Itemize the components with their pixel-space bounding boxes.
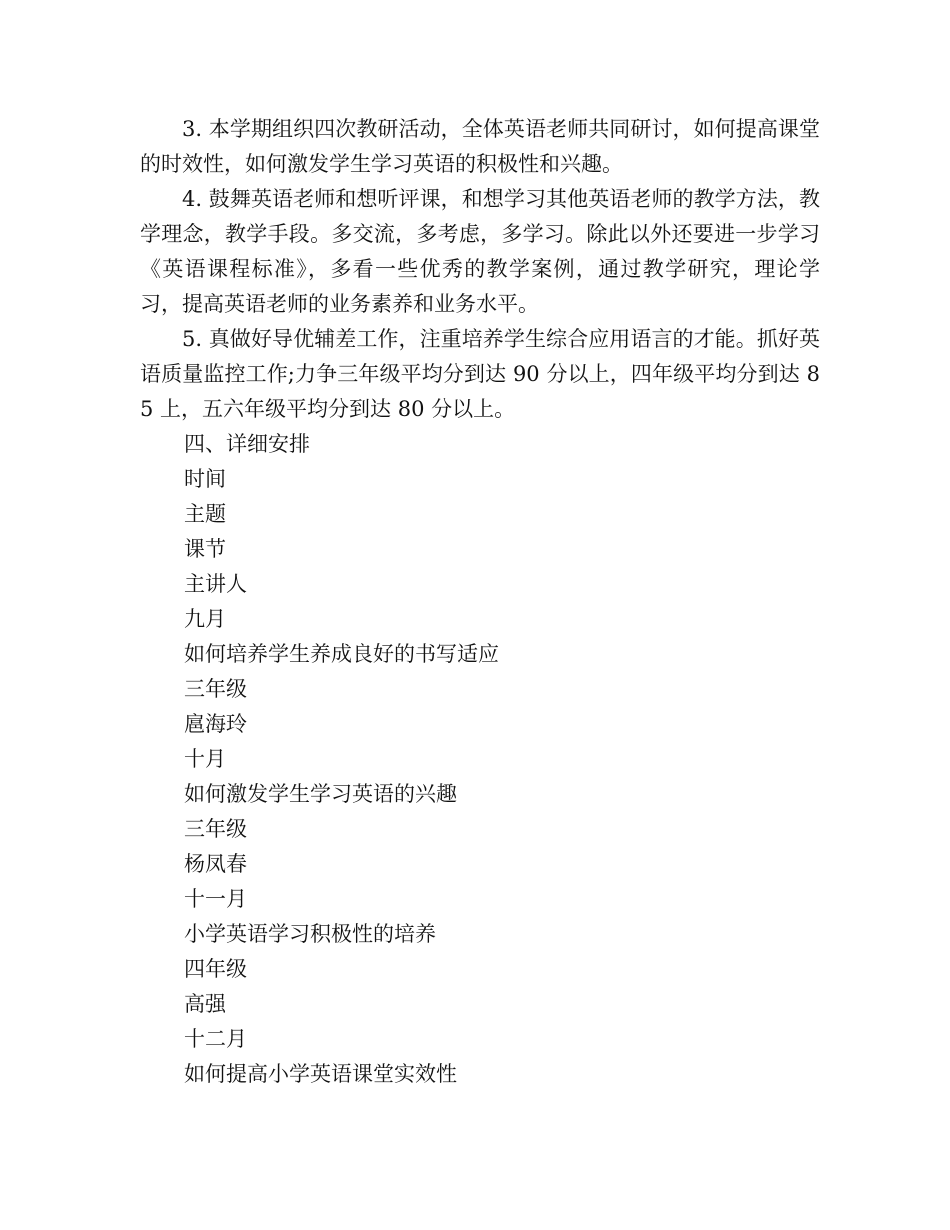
section-heading: 四、详细安排 [184, 432, 310, 456]
cell-topic: 如何提高小学英语课堂实效性 [184, 1062, 457, 1086]
table-row [140, 882, 820, 1022]
document-body [140, 112, 820, 1092]
cell-topic: 如何激发学生学习英语的兴趣 [184, 782, 457, 806]
cell-grade: 四年级 [184, 957, 247, 981]
header-cell-speaker: 主讲人 [184, 572, 247, 596]
cell-month: 十一月 [184, 887, 247, 911]
paragraph-item-5: 5. 真做好导优辅差工作，注重培养学生综合应用语言的才能。抓好英语质量监控工作;力争三年级平均分到达 90 分以上，四年级平均分到达 85 上，五六年级平均分到达 80 分以上。 [140, 327, 820, 421]
cell-grade: 三年级 [184, 677, 247, 701]
cell-month: 十二月 [184, 1027, 247, 1051]
table-row [140, 602, 820, 742]
schedule-table [140, 462, 820, 1092]
cell-month: 十月 [184, 747, 226, 771]
cell-speaker: 高强 [184, 992, 226, 1016]
cell-speaker: 杨凤春 [184, 852, 247, 876]
header-cell-topic: 主题 [184, 502, 226, 526]
table-row [140, 1022, 820, 1092]
cell-topic: 小学英语学习积极性的培养 [184, 922, 436, 946]
paragraph-item-4: 4. 鼓舞英语老师和想听评课，和想学习其他英语老师的教学方法，教学理念，教学手段。多交流，多考虑，多学习。除此以外还要进一步学习《英语课程标准》，多看一些优秀的教学案例，通过教学研究，理论学习，提高英语老师的业务素养和业务水平。 [140, 187, 820, 316]
cell-grade: 三年级 [184, 817, 247, 841]
cell-topic: 如何培养学生养成良好的书写适应 [184, 642, 499, 666]
header-cell-class: 课节 [184, 537, 226, 561]
header-cell-time: 时间 [184, 467, 226, 491]
cell-speaker: 扈海玲 [184, 712, 247, 736]
schedule-header-row [140, 462, 820, 602]
cell-month: 九月 [184, 607, 226, 631]
paragraph-item-3: 3. 本学期组织四次教研活动，全体英语老师共同研讨，如何提高课堂的时效性，如何激发学生学习英语的积极性和兴趣。 [140, 117, 820, 176]
table-row [140, 742, 820, 882]
